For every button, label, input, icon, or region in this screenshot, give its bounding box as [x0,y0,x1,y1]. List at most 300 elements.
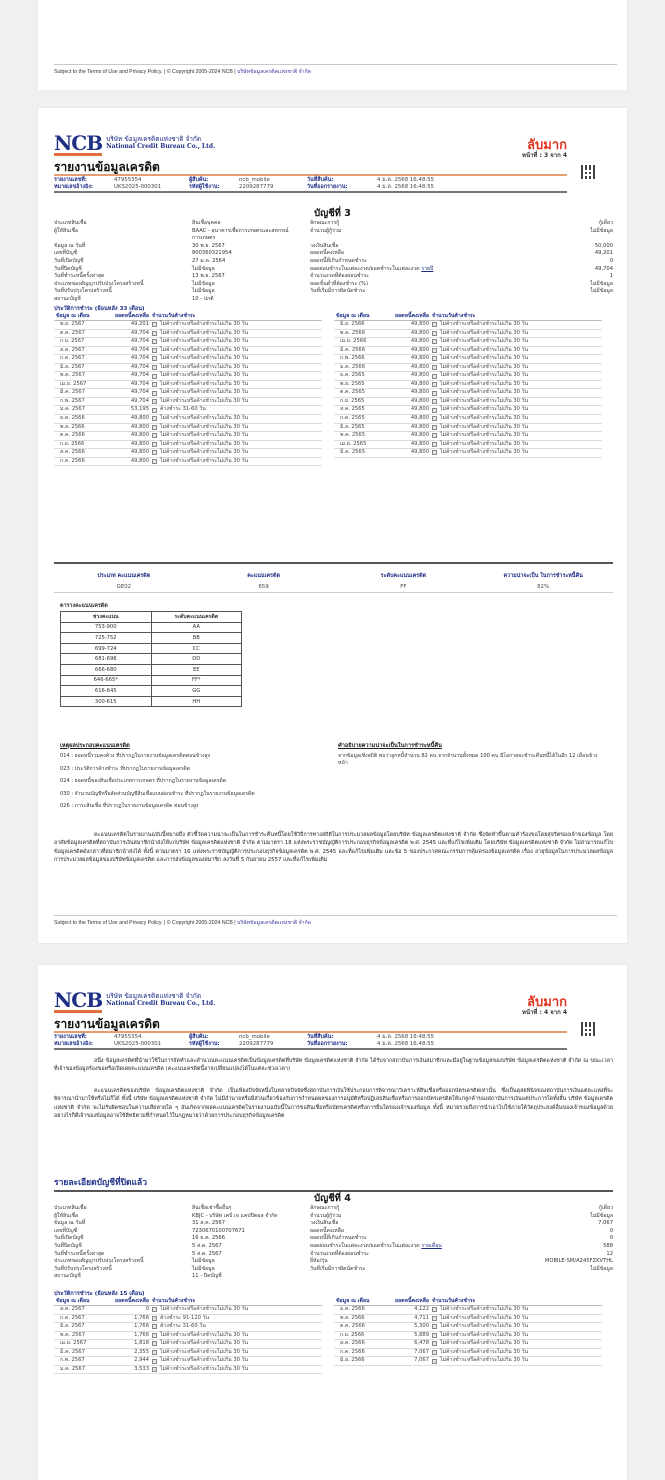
payment-history-right [334,313,602,458]
history-month: เม.ย. 2565 [340,440,367,447]
history-balance: 0 [145,1306,149,1312]
range-row [61,675,242,686]
detail-label-text: จำนวนงวดที่ต้องผ่อนชำระ [310,1250,369,1257]
history-status [152,355,322,363]
range-row [61,643,242,654]
score-header: ระดับคะแนนเครดิต [380,573,427,579]
logo-thai-name: บริษัท ข้อมูลเครดิตแห่งชาติ จำกัด [106,992,202,1000]
history-balance: 49,800 [410,372,429,379]
detail-label-text: ยอดหนี้ที่เกินกำหนดชำระ [310,1235,367,1242]
score-values [54,584,613,593]
history-month: ก.ค. 2566 [340,1348,365,1355]
history-month: ต.ค. 2566 [60,432,85,439]
detail-value: 49,201 [594,250,613,257]
history-status-text: ไม่ค้างชำระหรือค้างชำระไม่เกิน 30 วัน [160,372,249,379]
score-value: 659 [258,584,269,590]
report-no-value: 47955354 [114,177,142,183]
score-grade: CC [151,643,242,654]
history-row [54,449,322,458]
history-balance: 7,067 [414,1357,429,1364]
score-header: ความน่าจะเป็น ในการชำระหนี้คืน [503,573,583,579]
account-detail-row [54,1258,613,1266]
account-detail-row [54,258,613,266]
detail-label-text: ยอดหนี้คงเหลือ [310,1227,344,1234]
score-headers [54,572,613,580]
detail-label [310,1235,503,1243]
range-header: ระดับคะแนนเครดิต [151,612,242,623]
status-box-icon [152,348,157,353]
history-status-text: ไม่ค้างชำระหรือค้างชำระไม่เกิน 30 วัน [440,397,529,404]
status-box-icon [152,1359,157,1364]
detail-value: 13 พ.ย. 2567 [192,273,225,280]
history-balance: 53,195 [130,406,149,413]
history-row [334,449,602,458]
account-details [54,1205,613,1281]
history-header [334,313,602,321]
score-usage-paragraph: คะแนนเครดิตของบริษัท ข้อมูลเครดิตแห่งชาติ จำกัด เป็นเพียงปัจจัยหนึ่งในหลายปัจจัยซึ่งสถาบันการเงินใช้ประกอบการพิจารณาวิเคราะห์สินเชื่อหรือออกบัตรเครดิตเท่านั้น ซึ่งเป็นดุลยพินิจของสถาบันการเงินแต่ละแห่งที่จะพิจารณานำมาใช้หรือไม่ก็ได้ ทั้งนี้ บริษัท ข้อมูลเครดิตแห่งชาติ จำกัด ไม่มีอำนาจหรือมีส่วนเกี่ยวข้องกับการกำหนดผลของการอนุมัติหรือปฏิเสธสินเชื่อหรือการออกบัตรเครดิตให้แก่ลูกค้าของสถาบันการเงินแต่ประการใดทั้งสิ้น บริษัท ข้อมูลเครดิตแห่งชาติ จำกัด จะไม่รับผิดชอบในความเสียหายใด ๆ อันเกิดจากผลคะแนนเครดิตในรายงานฉบับนี้ในการขอสินเชื่อหรือบัตรเครดิตหรือการยื่นใดของเจ้าของข้อมูล ทั้งนี้ หมายรวมถึงการนำเอาไปใช้ภายใต้วัตถุประสงค์อื่นของเจ้าของข้อมูลด้วย อย่างไรก็ดีเจ้าของข้อมูลอาจใช้สิทธิตามที่กำหนดไว้ในกฎหมายว่าด้วยการประกอบธุรกิจข้อมูลเครดิต [54,1088,613,1119]
score-grade: DD [151,654,242,665]
history-month: พ.ค. 2565 [340,432,366,439]
history-status [432,372,602,380]
detail-label: ประเภทของสัญญาปรับปรุงโครงสร้างหนี้ [54,1258,144,1265]
history-balance: 49,704 [130,380,149,387]
history-balance: 49,800 [410,363,429,370]
history-balance: 5,889 [414,1331,429,1338]
detail-value: 31 ส.ค. 2567 [192,1220,226,1227]
history-status [432,321,602,329]
account-detail-row [54,288,613,296]
history-status [152,364,322,372]
status-box-icon [152,1350,157,1355]
detail-label [310,1213,503,1221]
detail-label [310,273,503,281]
history-row [54,1323,322,1332]
detail-value: 49,704 [594,265,613,272]
history-status [432,441,602,449]
history-row [54,330,322,339]
score-range: 666-680 [61,664,152,675]
detail-label [310,1266,503,1274]
history-status-text: ไม่ค้างชำระหรือค้างชำระไม่เกิน 30 วัน [440,449,529,456]
col-days-overdue: จำนวนวันค้างชำระ [152,313,196,319]
history-status-text: ไม่ค้างชำระหรือค้างชำระไม่เกิน 30 วัน [160,415,249,422]
detail-value: 50,000 [594,242,613,249]
history-balance: 49,800 [410,389,429,396]
history-month: ส.ค. 2566 [60,449,85,456]
history-row [334,415,602,424]
history-row [54,1340,322,1349]
history-status [152,1306,322,1314]
history-row [334,321,602,330]
history-status [152,321,322,329]
ncb-logo-mark: NCB [54,131,103,155]
history-row [334,1340,602,1349]
history-status-text: ไม่ค้างชำระหรือค้างชำระไม่เกิน 30 วัน [440,346,529,353]
history-status-text: ไม่ค้างชำระหรือค้างชำระไม่เกิน 30 วัน [160,397,249,404]
probability-explanation-title: คำอธิบายความน่าจะเป็นในการชำระหนี้คืน [338,743,442,749]
detail-label-text: จำนวนผู้กู้ร่วม [310,1212,342,1219]
score-reason-item: 023 : ประวัติการค้างชำระ ที่ปรากฏในรายงานข้อมูลเครดิต [60,765,190,772]
detail-value: 12 [606,1250,613,1257]
history-status-text: ไม่ค้างชำระหรือค้างชำระไม่เกิน 30 วัน [440,423,529,430]
history-header [334,1298,602,1306]
history-month: ก.ค. 2566 [60,457,85,464]
history-status [152,415,322,423]
history-balance: 1,766 [134,1331,149,1338]
status-box-icon [152,459,157,464]
issue-date-value: 4 ม.ค. 2568 16:48:55 [377,1041,435,1047]
detail-label: วันที่เปิดบัญชี [54,1235,84,1242]
status-box-icon [432,322,437,327]
col-days-overdue: จำนวนวันค้างชำระ [152,1298,196,1304]
divider [54,562,613,564]
history-row [334,364,602,373]
history-month: มิ.ย. 2566 [340,1357,365,1364]
detail-label-text: วันที่เริ่มมีการผิดนัดชำระ [310,1265,366,1272]
history-month: ก.พ. 2566 [340,355,365,362]
status-box-icon [432,348,437,353]
closed-accounts-heading: รายละเอียดบัญชีที่ปิดแล้ว [54,1175,613,1192]
history-status-text: ไม่ค้างชำระหรือค้างชำระไม่เกิน 30 วัน [160,380,249,387]
history-balance: 49,704 [130,346,149,353]
logo-english-name: National Credit Bureau Co., Ltd. [106,1000,216,1007]
history-status-text: ไม่ค้างชำระหรือค้างชำระไม่เกิน 30 วัน [160,321,249,327]
history-month: ต.ค. 2566 [340,1323,365,1330]
account-detail-row [54,273,613,281]
status-box-icon [432,374,437,379]
status-box-icon [432,1350,437,1355]
history-status [432,1340,602,1348]
history-balance: 49,800 [130,423,149,430]
detail-label-text: ยี่ห้อ/รุ่น [310,1258,328,1265]
history-row [54,338,322,347]
footer-company-link[interactable]: บริษัทข้อมูลเครดิตแห่งชาติ จำกัด [237,69,312,75]
status-box-icon [432,399,437,404]
history-status [152,389,322,397]
report-title: รายงานข้อมูลเครดิต [54,160,160,174]
history-row [334,1323,602,1332]
payment-history-title: ประวัติการชำระ (ย้อนหลัง 33 เดือน) [54,306,145,312]
detail-value: ไม่มีข้อมูล [590,1265,613,1272]
history-balance: 49,800 [410,321,429,327]
history-balance: 49,800 [410,406,429,413]
history-status [432,406,602,414]
history-status [432,449,602,457]
history-month: ก.ย. 2567 [60,338,85,345]
account-detail-row [54,1273,613,1281]
inquirer-label: ผู้สืบค้น: [189,177,209,183]
history-status-text: ค้างชำระ 31-60 วัน [160,406,206,413]
user-id-value: 2209287779 [239,184,274,190]
detail-value: ไม่มีข้อมูล [192,1265,215,1272]
history-status-text: ไม่ค้างชำระหรือค้างชำระไม่เกิน 30 วัน [440,1348,529,1355]
detail-label: เลขที่บัญชี [54,250,78,257]
detail-label: ข้อมูล ณ วันที่ [54,242,86,249]
history-month: มิ.ย. 2566 [340,321,365,327]
history-status [152,1349,322,1357]
detail-value: 1 [609,273,613,280]
status-box-icon [432,365,437,370]
history-status [152,330,322,338]
account-details [54,220,613,304]
detail-value: 0 [609,1235,613,1242]
status-box-icon [432,1307,437,1312]
detail-label [310,296,503,304]
detail-label-text: ลักษณะการกู้ [310,1205,340,1211]
history-status [432,364,602,372]
score-reason-item: 014 : ยอดหนี้รวมคงค้าง ที่ปรากฏในรายงานข้อมูลเครดิตค่อนข้างสูง [60,753,211,759]
history-status [152,1366,322,1374]
status-box-icon [152,425,157,430]
range-row [61,654,242,665]
page-number: หน้าที่ : 3 จาก 4 [521,152,567,159]
col-month: ข้อมูล ณ เดือน [336,1298,370,1304]
status-box-icon [152,1307,157,1312]
history-header [54,1298,322,1306]
report-page-2-tail [38,0,627,90]
history-month: พ.ย. 2565 [340,380,365,387]
detail-label-text: จำนวนผู้กู้ร่วม [310,227,342,234]
detail-value: ไม่มีข้อมูล [590,280,613,287]
history-status-text: ไม่ค้างชำระหรือค้างชำระไม่เกิน 30 วัน [440,363,529,370]
detail-label [310,1220,503,1228]
status-box-icon [432,331,437,336]
detail-label: วันที่ชำระหนี้ครั้งล่าสุด [54,273,105,280]
payment-frequency-link[interactable]: รายปี [421,265,434,272]
history-status [432,1349,602,1357]
history-balance: 4,711 [414,1314,429,1321]
history-balance: 49,800 [130,457,149,464]
history-balance: 49,800 [410,380,429,387]
history-status-text: ไม่ค้างชำระหรือค้างชำระไม่เกิน 30 วัน [160,1348,249,1355]
footer-company-link[interactable]: บริษัทข้อมูลเครดิตแห่งชาติ จำกัด [237,920,312,926]
score-reasons-title: เหตุผลประกอบคะแนนเครดิต [60,743,130,749]
payment-history-title: ประวัติการชำระ (ย้อนหลัง 15 เดือน) [54,1291,145,1297]
history-row [54,424,322,433]
history-status [152,406,322,414]
history-month: ก.ย. 2566 [340,1331,365,1338]
detail-label [310,288,503,296]
status-box-icon [432,433,437,438]
history-month: พ.ค. 2567 [60,372,86,379]
detail-value [503,1273,613,1281]
score-disclaimer: คะแนนเครดิตในรายงานฉบับนี้หมายถึง ตัวชี้วัดความน่าจะเป็นในการชำระคืนหนี้โดยใช้วิธีการทางสถิติในการประมวลผลข้อมูลโดยบริษัท ข้อมูลเครดิตแห่งชาติ จำกัด ซึ่งจัดทำขึ้นตามคำร้องขอโดยสุจริตของเจ้าของข้อมูล โดยอาศัยข้อมูลเครดิตที่สถาบันการเงินสมาชิกนำส่งให้แก่บริษัท ข้อมูลเครดิตแห่งชาติ จำกัด ตามมาตรา 18 แห่งพระราชบัญญัติการประกอบธุรกิจข้อมูลเครดิต พ.ศ. 2545 และที่แก้ไขเพิ่มเติม โดยบริษัท ข้อมูลเครดิตแห่งชาติ จำกัด ไม่สามารถแก้ไขข้อมูลเครดิตดังกล่าวที่สมาชิกนำส่งได้ ทั้งนี้ ตามมาตรา 16 แห่งพระราชบัญญัติการประกอบธุรกิจข้อมูลเครดิต พ.ศ. 2545 และที่แก้ไขเพิ่มเติม และข้อ 5 ของประกาศคณะกรรมการคุ้มครองข้อมูลเครดิต เรื่อง อายุข้อมูลในการประมวลผลข้อมูล การประมวลผลข้อมูลของบริษัทข้อมูลเครดิต และการส่งข้อมูลของสมาชิก ลงวันที่ 5 กันยายน 2557 และที่แก้ไขเพิ่มเติม [54,832,613,863]
history-row [54,321,322,330]
history-balance: 49,800 [410,338,429,345]
history-status [432,1357,602,1365]
history-status [152,432,322,440]
history-status [432,398,602,406]
history-row [334,338,602,347]
history-month: ต.ค. 2567 [60,329,85,336]
detail-label: ข้อมูล ณ วันที่ [54,1220,86,1227]
history-balance: 1,766 [134,1314,149,1321]
history-month: ก.ค. 2567 [60,355,85,362]
history-status [152,372,322,380]
history-row [334,389,602,398]
qr-code-icon [581,165,595,179]
history-status-text: ไม่ค้างชำระหรือค้างชำระไม่เกิน 30 วัน [160,457,249,464]
range-row [61,622,242,633]
history-status [432,424,602,432]
history-status [152,1315,322,1323]
history-month: ส.ค. 2566 [340,1340,365,1347]
detail-value: 27 ม.ค. 2564 [192,257,226,264]
range-header-row [61,612,242,623]
history-balance: 49,800 [410,415,429,422]
inquirer-value: ncb_mobile [239,1034,270,1040]
status-box-icon [152,408,157,413]
history-month: ก.ค. 2565 [340,415,365,422]
ncb-logo [54,988,216,1013]
history-status-text: ไม่ค้างชำระหรือค้างชำระไม่เกิน 30 วัน [440,321,529,327]
history-balance: 5,300 [414,1323,429,1330]
inquirer-value: ncb_mobile [239,177,270,183]
detail-label-text: ลักษณะการกู้ [310,220,340,226]
detail-label: ประเภทสินเชื่อ [54,220,87,226]
history-status-text: ไม่ค้างชำระหรือค้างชำระไม่เกิน 30 วัน [440,380,529,387]
history-status-text: ไม่ค้างชำระหรือค้างชำระไม่เกิน 30 วัน [440,1357,529,1364]
range-row [61,696,242,707]
detail-label: สถานะบัญชี [54,295,81,302]
status-box-icon [152,356,157,361]
detail-label-text: วันที่เริ่มมีการผิดนัดชำระ [310,288,366,295]
history-balance: 6,478 [414,1340,429,1347]
history-balance: 49,800 [410,397,429,404]
history-status [432,432,602,440]
history-balance: 2,944 [134,1357,149,1364]
detail-label-text: วงเงินสินเชื่อ [310,242,339,249]
payment-frequency-link[interactable]: รายเดือน [421,1242,442,1249]
history-status [152,424,322,432]
issue-date-label: วันที่ออกรายงาน: [307,184,348,190]
history-balance: 49,800 [410,449,429,456]
detail-label [310,1273,503,1281]
history-status [152,458,322,466]
report-header [54,131,615,196]
status-box-icon [432,408,437,413]
detail-label: สถานะบัญชี [54,1273,81,1280]
history-status-text: ไม่ค้างชำระหรือค้างชำระไม่เกิน 30 วัน [440,1314,529,1321]
status-box-icon [152,365,157,370]
history-row [334,1357,602,1366]
status-box-icon [152,1324,157,1329]
account-detail-row [54,1220,613,1228]
history-status [152,1332,322,1340]
history-status [152,1323,322,1331]
col-days-overdue: จำนวนวันค้างชำระ [432,313,476,319]
detail-label-text: ยอดผ่อนชำระในแต่ละงวด/ยอดชำระในแต่ละงวด [310,265,420,272]
ref-no-label: หมายเลขอ้างอิง: [54,1041,94,1047]
range-header: ช่วงคะแนน [61,612,152,623]
history-month: เม.ย. 2567 [60,1340,87,1347]
score-range-caption: ตารางคะแนนเครดิต [60,603,108,609]
user-id-value: 2209287779 [239,1041,274,1047]
detail-label: เลขที่บัญชี [54,1227,78,1234]
detail-label: วันที่เปิดบัญชี [54,257,84,264]
footer-terms: Subject to the Terms of Use and Privacy Policy. | © Copyright 2005-2024 NCB | [54,920,238,926]
history-status-text: ไม่ค้างชำระหรือค้างชำระไม่เกิน 30 วัน [160,449,249,456]
ref-no-label: หมายเลขอ้างอิง: [54,184,94,190]
status-box-icon [432,450,437,455]
history-status [432,1332,602,1340]
detail-value: สินเชื่อเช่าซื้ออื่นๆ [192,1205,232,1211]
status-box-icon [432,339,437,344]
detail-label: ประเภทสินเชื่อ [54,1205,87,1211]
history-status [152,1340,322,1348]
ref-no-value: UKS2025-000301 [114,1041,162,1047]
report-no-label: รายงานเลขที่: [54,1034,87,1040]
history-row [54,1349,322,1358]
score-range: 681-698 [61,654,152,665]
detail-label-text: วงเงินสินเชื่อ [310,1220,339,1227]
history-balance: 49,704 [130,363,149,370]
history-row [334,432,602,441]
history-status [152,338,322,346]
history-status [432,1323,602,1331]
detail-value: ไม่มีข้อมูล [192,280,215,287]
history-month: มี.ค. 2565 [340,449,366,456]
history-status-text: ไม่ค้างชำระหรือค้างชำระไม่เกิน 30 วัน [160,1331,249,1338]
history-status-text: ไม่ค้างชำระหรือค้างชำระไม่เกิน 30 วัน [160,355,249,362]
history-row [334,1315,602,1324]
history-status-text: ไม่ค้างชำระหรือค้างชำระไม่เกิน 30 วัน [440,432,529,439]
history-balance: 49,800 [130,440,149,447]
col-balance: ยอดหนี้คงเหลือ [395,313,429,319]
score-grade: FF* [151,675,242,686]
status-box-icon [432,1333,437,1338]
detail-label [310,1243,503,1251]
history-status-text: ไม่ค้างชำระหรือค้างชำระไม่เกิน 30 วัน [160,1340,249,1347]
history-row [334,355,602,364]
inquiry-date-label: วันที่สืบค้น: [307,177,334,183]
detail-value: ไม่มีข้อมูล [590,288,613,295]
col-balance: ยอดหนี้คงเหลือ [115,313,149,319]
history-status-text: ไม่ค้างชำระหรือค้างชำระไม่เกิน 30 วัน [160,432,249,439]
issue-date-label: วันที่ออกรายงาน: [307,1041,348,1047]
detail-value: 7,067 [598,1220,613,1227]
detail-value: KBJC - บริษัท เคบี เจ แคปปิตอล จำกัด [192,1212,278,1219]
history-balance: 49,704 [130,397,149,404]
detail-label: วันที่ปรับปรุงโครงสร้างหนี้ [54,288,112,295]
page-footer [54,915,617,927]
history-status-text: ไม่ค้างชำระหรือค้างชำระไม่เกิน 30 วัน [440,1340,529,1347]
history-row [54,406,322,415]
range-row [61,633,242,644]
payment-history-right [334,1298,602,1366]
detail-value: ไม่มีข้อมูล [192,1258,215,1265]
status-box-icon [152,416,157,421]
detail-label [310,1205,503,1213]
score-value: GE02 [116,584,132,590]
report-page-4 [38,965,627,1480]
history-balance: 49,800 [410,432,429,439]
status-box-icon [152,391,157,396]
detail-label: ผู้ให้สินเชื่อ [54,1212,79,1219]
history-balance: 49,704 [130,329,149,336]
history-row [334,1332,602,1341]
history-balance: 49,800 [410,329,429,336]
status-box-icon [152,433,157,438]
history-balance: 49,704 [130,389,149,396]
history-status [152,449,322,457]
user-id-label: รหัสผู้ใช้งาน: [189,1041,220,1047]
detail-label-text: จำนวนงวดที่ต้องผ่อนชำระ [310,273,369,280]
history-status [432,1306,602,1314]
detail-value: 10 - ปกติ [192,295,214,302]
score-range: 753-900 [61,622,152,633]
status-box-icon [152,1367,157,1372]
